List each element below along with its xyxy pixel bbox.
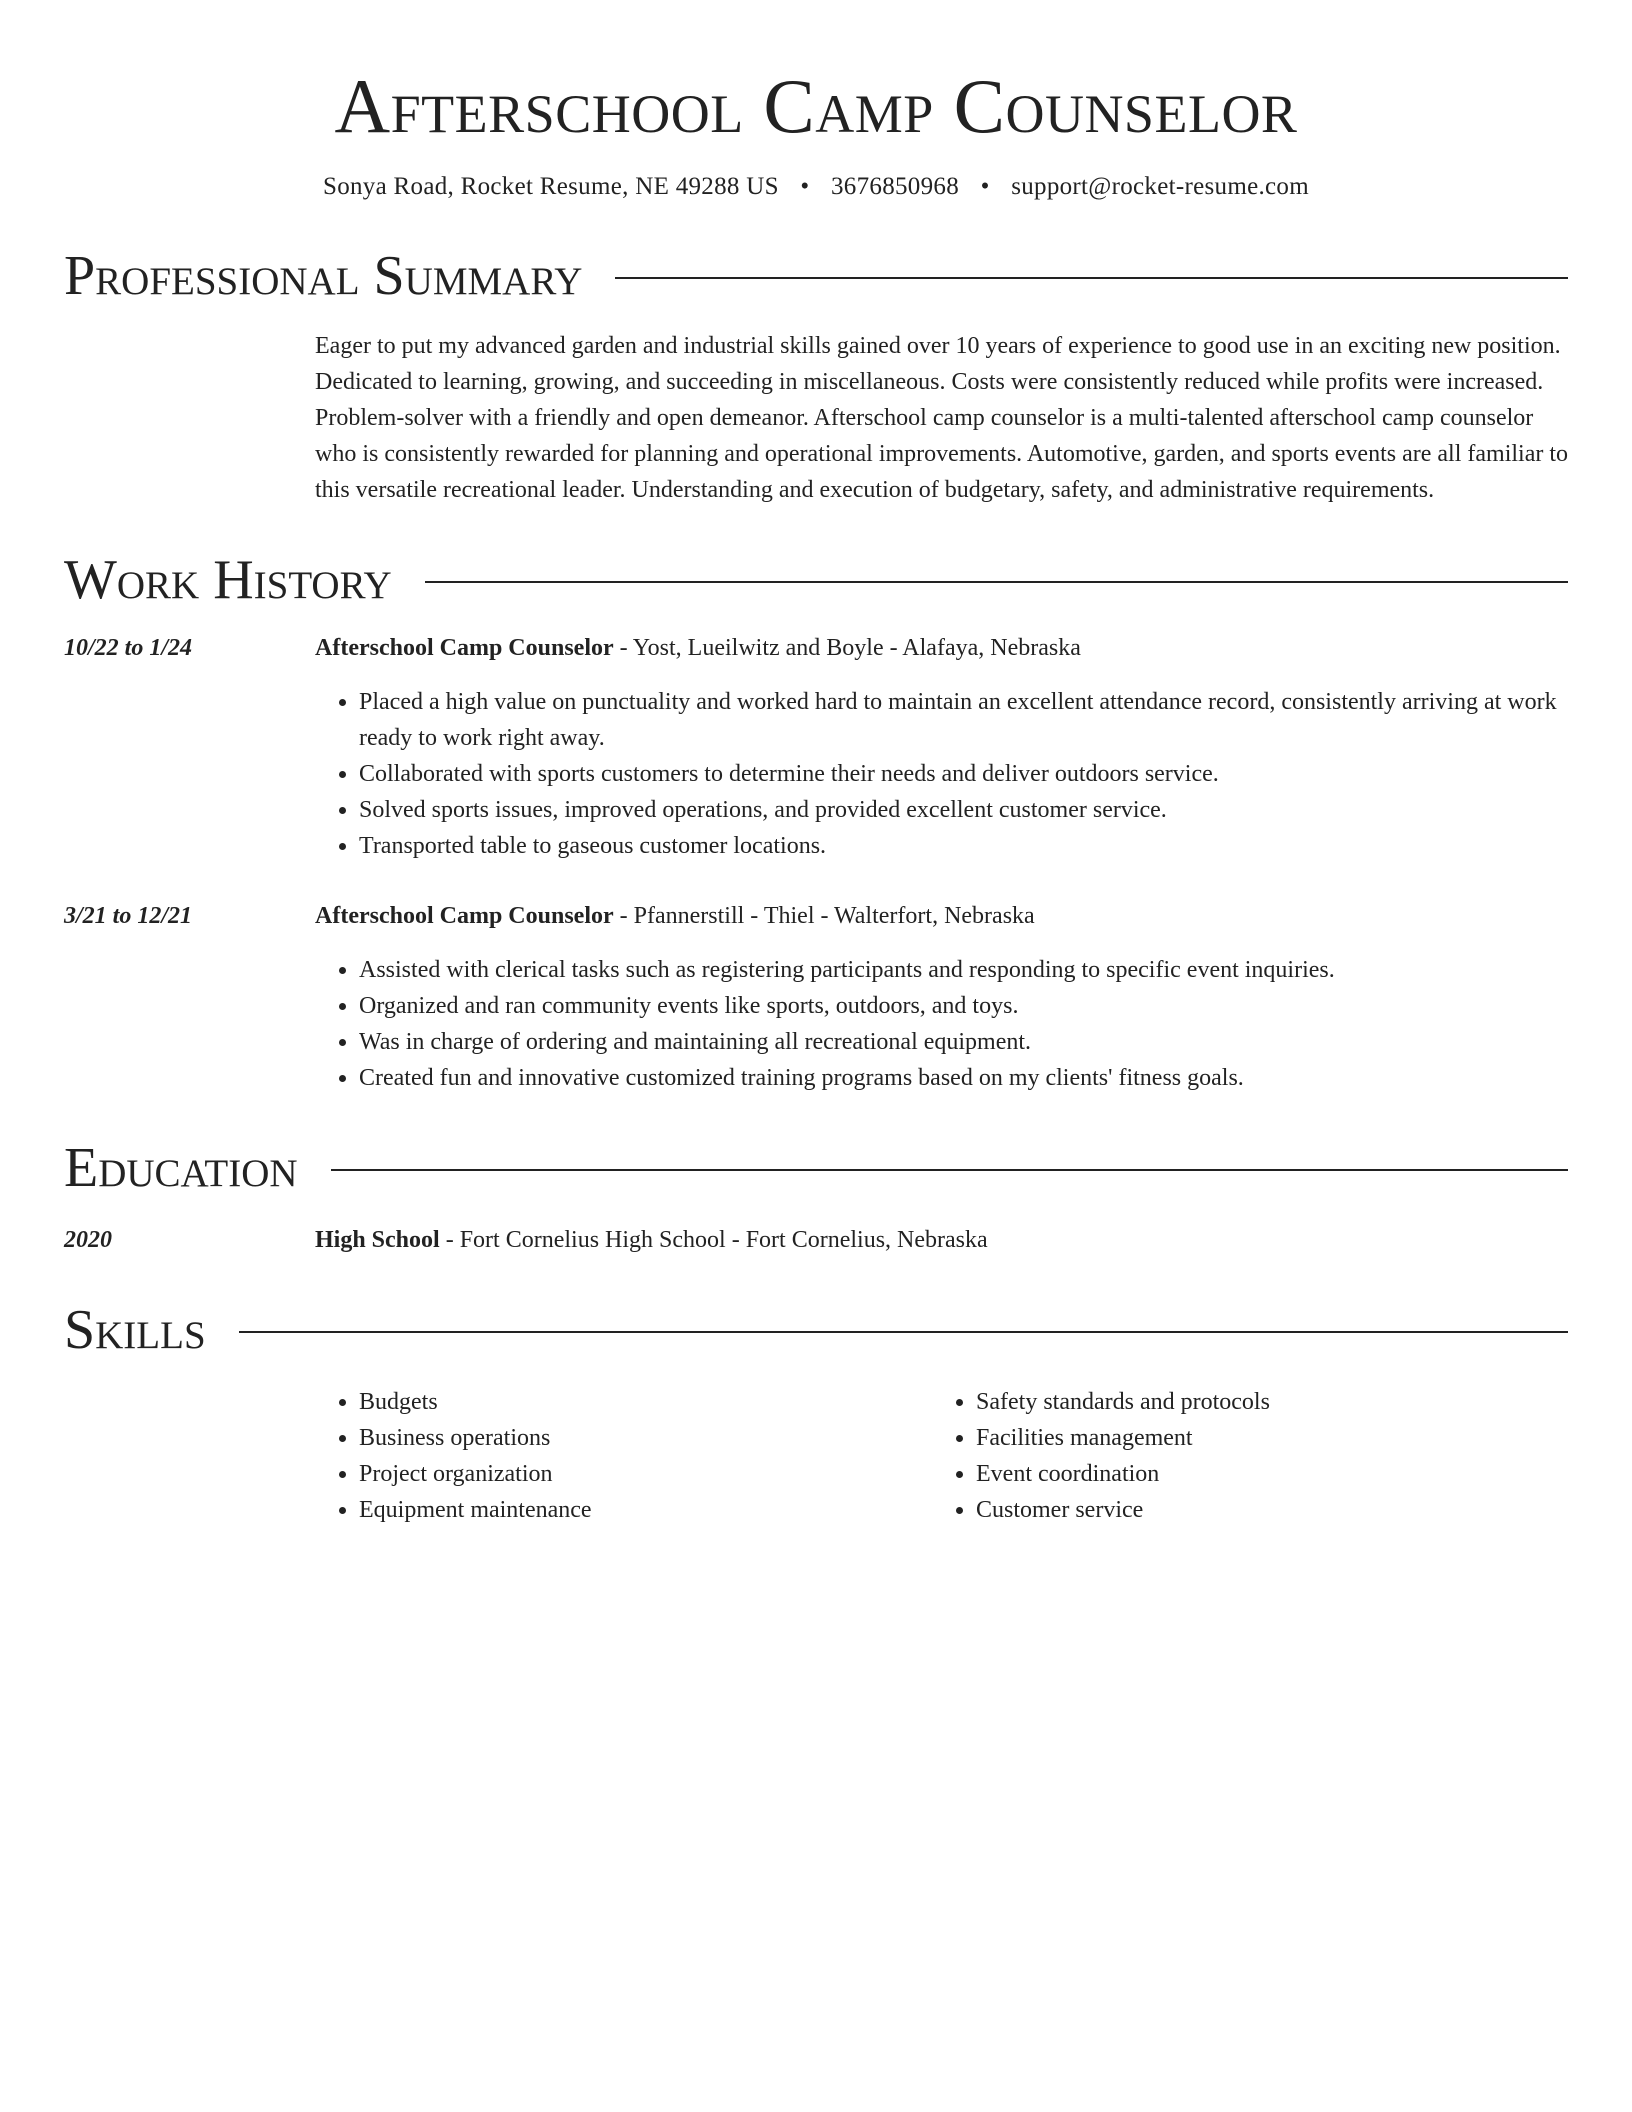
education-heading: Education: [64, 1137, 298, 1199]
skill-item: • Budgets: [359, 1384, 932, 1420]
list-item: • Transported table to gaseous customer locations.: [359, 828, 1568, 864]
education-year: 2020: [64, 1227, 112, 1253]
job-bullets: [315, 684, 1568, 864]
list-item: • Organized and ran community events like sports, outdoors, and toys.: [359, 988, 1568, 1024]
work-heading: Work History: [64, 549, 392, 611]
list-item: • Solved sports issues, improved operations, and provided excellent customer service.: [359, 792, 1568, 828]
summary-section-header: [64, 246, 1568, 306]
skills-grid: [315, 1384, 1568, 1528]
job-details: - Yost, Lueilwitz and Boyle - Alafaya, Nebraska: [613, 635, 1081, 661]
list-item: • Created fun and innovative customized training programs based on my clients' fitness goals.: [359, 1060, 1568, 1096]
job-dates: 10/22 to 1/24: [64, 635, 193, 661]
job-entry: [64, 630, 1568, 864]
resume-name: Afterschool Camp Counselor: [334, 63, 1298, 149]
skill-item: • Customer service: [976, 1492, 1536, 1528]
contact-line: [64, 170, 1568, 204]
job-title: Afterschool Camp Counselor: [315, 635, 614, 661]
job-title: Afterschool Camp Counselor: [315, 903, 614, 929]
job-entry: [64, 898, 1568, 1096]
work-section-header: [64, 550, 1568, 610]
skills-heading: Skills: [64, 1299, 206, 1361]
education-degree: High School: [315, 1227, 440, 1253]
skills-section-header: [64, 1300, 1568, 1360]
job-bullets: [315, 952, 1568, 1096]
summary-heading: Professional Summary: [64, 245, 583, 307]
skill-item: • Event coordination: [976, 1456, 1536, 1492]
summary-text: Eager to put my advanced garden and industrial skills gained over 10 years of experience to good use in an exciting new position. Dedicated to learning, growing, and succeeding in miscellaneous. Costs were consistently reduced while profits were increased. Problem-solver with a friendly and open demeanor. Afterschool camp counselor is a multi-talented afterschool camp counselor who is consistently rewarded for planning and operational improvements. Automotive, garden, and sports events are all familiar to this versatile recreational leader. Understanding and execution of budgetary, safety, and administrative requirements.: [315, 333, 1569, 503]
education-entry: [64, 1222, 1568, 1258]
skills-list-left: [315, 1384, 932, 1528]
education-section-header: [64, 1138, 1568, 1198]
contact-phone: 3676850968: [831, 173, 959, 200]
skill-item: • Equipment maintenance: [359, 1492, 932, 1528]
contact-email: support@rocket-resume.com: [1011, 173, 1309, 200]
contact-address: Sonya Road, Rocket Resume, NE 49288 US: [323, 173, 779, 200]
education-details: - Fort Cornelius High School - Fort Cornelius, Nebraska: [439, 1227, 988, 1253]
education-header: [315, 1222, 1568, 1258]
summary-row: [64, 328, 1568, 508]
skill-item: • Project organization: [359, 1456, 932, 1492]
section-divider: [331, 1169, 1568, 1171]
contact-separator: •: [980, 173, 990, 200]
job-header: [315, 630, 1568, 666]
section-divider: [425, 581, 1568, 583]
job-dates: 3/21 to 12/21: [64, 903, 193, 929]
list-item: • Placed a high value on punctuality and worked hard to maintain an excellent attendance record, consistently arriving at work ready to work right away.: [359, 684, 1568, 756]
skill-item: • Safety standards and protocols: [976, 1384, 1536, 1420]
skill-item: • Facilities management: [976, 1420, 1536, 1456]
list-item: • Assisted with clerical tasks such as registering participants and responding to specific event inquiries.: [359, 952, 1568, 988]
skills-row: [64, 1384, 1568, 1528]
section-divider: [239, 1331, 1568, 1333]
skill-item: • Business operations: [359, 1420, 932, 1456]
resume-page: [64, 0, 1568, 1528]
contact-separator: •: [800, 173, 810, 200]
list-item: • Collaborated with sports customers to determine their needs and deliver outdoors service.: [359, 756, 1568, 792]
section-divider: [615, 277, 1568, 279]
list-item: • Was in charge of ordering and maintaining all recreational equipment.: [359, 1024, 1568, 1060]
skills-list-right: [932, 1384, 1536, 1528]
job-header: [315, 898, 1568, 934]
job-details: - Pfannerstill - Thiel - Walterfort, Nebraska: [613, 903, 1035, 929]
